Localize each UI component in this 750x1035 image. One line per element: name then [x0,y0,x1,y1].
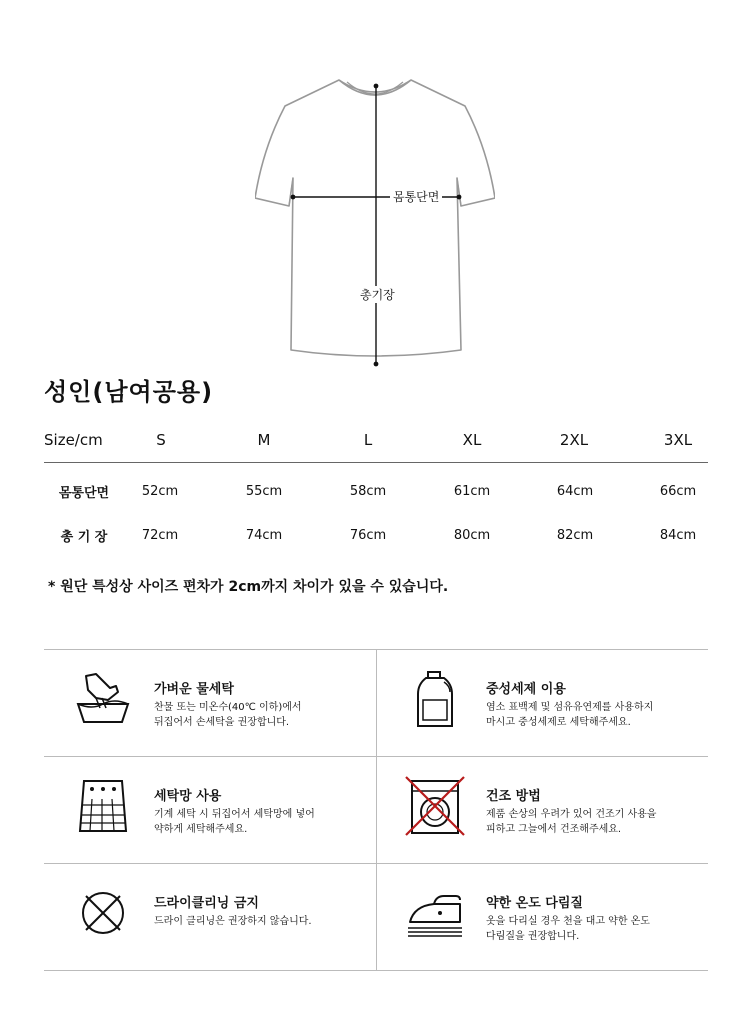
care-description: 제품 손상의 우려가 있어 건조기 사용을 피하고 그늘에서 건조해주세요. [486,809,657,835]
hand-wash-icon [72,668,134,730]
care-description: 옷을 다리실 경우 천을 대고 약한 온도 다림질을 권장합니다. [486,916,650,942]
table-header [44,418,708,463]
header-cell: XL [462,431,482,449]
size-note: * 원단 특성상 사이즈 편차가 2cm까지 차이가 있을 수 있습니다. [48,579,449,595]
no-tumble-dry-icon [404,775,466,837]
care-instructions [44,649,708,971]
care-item [376,650,708,756]
detergent-bottle-icon [404,668,466,730]
laundry-net-icon [72,775,134,837]
iron-low-temp-icon [404,882,466,944]
table-cell: 80cm [453,527,491,543]
section-title: 성인(남여공용) [44,378,214,406]
table-cell: 72cm [141,527,179,543]
header-cell: Size/cm [44,431,103,449]
care-item [44,864,377,970]
tshirt-diagram [255,70,495,370]
header-cell: 3XL [663,431,693,449]
care-title: 가벼운 물세탁 [154,682,234,697]
care-item [44,757,377,863]
table-cell: 76cm [349,527,387,543]
care-row [44,863,708,971]
header-cell: S [156,431,166,449]
care-row [44,756,708,863]
table-cell: 55cm [245,483,283,499]
table-cell: 82cm [556,527,594,543]
size-table [44,418,708,557]
table-cell: 58cm [349,483,387,499]
header-cell: L [363,431,373,449]
care-title: 중성세제 이용 [486,682,566,697]
table-cell: 52cm [141,483,179,499]
chest-label: 몸통단면 [390,188,442,205]
table-cell: 61cm [453,483,491,499]
care-description: 기계 세탁 시 뒤집어서 세탁망에 넣어 약하게 세탁해주세요. [154,809,315,835]
header-cell: 2XL [559,431,589,449]
care-row [44,649,708,756]
table-cell: 74cm [245,527,283,543]
no-dry-clean-icon [72,882,134,944]
care-item [376,864,708,970]
care-description: 찬물 또는 미온수(40℃ 이하)에서 뒤집어서 손세탁을 권장합니다. [154,702,302,728]
care-title: 건조 방법 [486,789,541,804]
header-cell: M [257,431,271,449]
care-description: 염소 표백제 및 섬유유연제를 사용하지 마시고 중성세제로 세탁해주세요. [486,702,654,728]
row-label: 몸통단면 [58,485,110,501]
table-cell: 66cm [659,483,697,499]
table-cell: 64cm [556,483,594,499]
row-label: 총 기 장 [60,529,108,545]
care-item [376,757,708,863]
care-title: 약한 온도 다림질 [486,896,583,911]
length-label: 총기장 [357,286,398,303]
care-item [44,650,377,756]
table-cell: 84cm [659,527,697,543]
care-description: 드라이 클리닝은 권장하지 않습니다. [154,916,312,927]
care-title: 드라이클리닝 금지 [154,896,259,911]
table-row [44,513,708,557]
care-title: 세탁망 사용 [154,789,222,804]
table-row [44,469,708,513]
